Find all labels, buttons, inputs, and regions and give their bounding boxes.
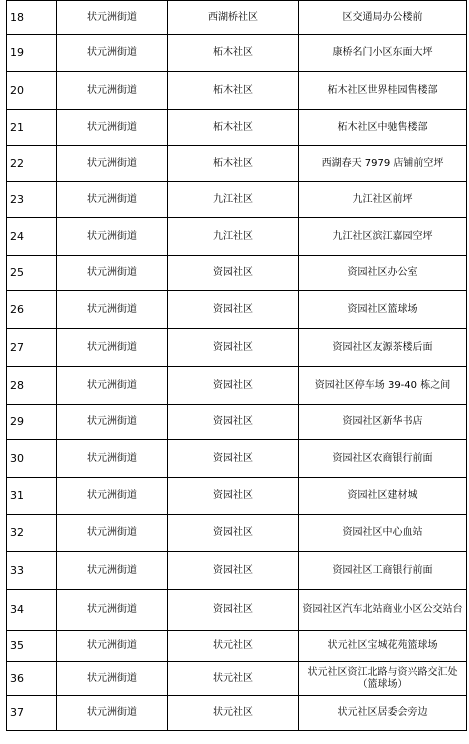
street-cell: 状元洲街道 bbox=[57, 218, 168, 256]
table-row bbox=[7, 256, 467, 291]
location-cell: 资园社区停车场 39-40 栋之间 bbox=[299, 367, 467, 405]
community-cell: 状元社区 bbox=[168, 696, 299, 731]
location-cell: 资园社区友源茶楼后面 bbox=[299, 329, 467, 367]
community-cell: 西湖桥社区 bbox=[168, 1, 299, 35]
table-row bbox=[7, 329, 467, 367]
table-row bbox=[7, 367, 467, 405]
street-cell: 状元洲街道 bbox=[57, 35, 168, 72]
location-cell: 资园社区办公室 bbox=[299, 256, 467, 291]
table-row bbox=[7, 440, 467, 478]
row-number: 22 bbox=[7, 146, 57, 182]
street-cell: 状元洲街道 bbox=[57, 256, 168, 291]
row-number: 18 bbox=[7, 1, 57, 35]
row-number: 19 bbox=[7, 35, 57, 72]
community-cell: 柘木社区 bbox=[168, 35, 299, 72]
community-cell: 资园社区 bbox=[168, 291, 299, 329]
row-number: 30 bbox=[7, 440, 57, 478]
row-number: 31 bbox=[7, 478, 57, 515]
street-cell: 状元洲街道 bbox=[57, 367, 168, 405]
location-cell: 资园社区工商银行前面 bbox=[299, 552, 467, 590]
row-number: 35 bbox=[7, 631, 57, 662]
row-number: 37 bbox=[7, 696, 57, 731]
row-number: 36 bbox=[7, 662, 57, 696]
table-row bbox=[7, 552, 467, 590]
community-cell: 柘木社区 bbox=[168, 110, 299, 146]
row-number: 24 bbox=[7, 218, 57, 256]
community-cell: 九江社区 bbox=[168, 182, 299, 218]
row-number: 26 bbox=[7, 291, 57, 329]
location-cell: 资园社区农商银行前面 bbox=[299, 440, 467, 478]
site-table bbox=[6, 0, 467, 731]
street-cell: 状元洲街道 bbox=[57, 478, 168, 515]
location-cell: 资园社区中心血站 bbox=[299, 515, 467, 552]
street-cell: 状元洲街道 bbox=[57, 405, 168, 440]
row-number: 21 bbox=[7, 110, 57, 146]
table-row bbox=[7, 1, 467, 35]
table-row bbox=[7, 35, 467, 72]
location-cell: 九江社区前坪 bbox=[299, 182, 467, 218]
location-cell: 康桥名门小区东面大坪 bbox=[299, 35, 467, 72]
community-cell: 九江社区 bbox=[168, 218, 299, 256]
row-number: 27 bbox=[7, 329, 57, 367]
street-cell: 状元洲街道 bbox=[57, 631, 168, 662]
location-cell: 柘木社区世界桂园售楼部 bbox=[299, 72, 467, 110]
table-row bbox=[7, 182, 467, 218]
row-number: 32 bbox=[7, 515, 57, 552]
street-cell: 状元洲街道 bbox=[57, 662, 168, 696]
table-row bbox=[7, 515, 467, 552]
street-cell: 状元洲街道 bbox=[57, 515, 168, 552]
table-row bbox=[7, 72, 467, 110]
community-cell: 资园社区 bbox=[168, 256, 299, 291]
site-table-body bbox=[7, 1, 467, 731]
community-cell: 资园社区 bbox=[168, 329, 299, 367]
community-cell: 资园社区 bbox=[168, 478, 299, 515]
table-row bbox=[7, 405, 467, 440]
row-number: 33 bbox=[7, 552, 57, 590]
location-cell: 九江社区滨江嘉园空坪 bbox=[299, 218, 467, 256]
location-cell: 资园社区建材城 bbox=[299, 478, 467, 515]
location-cell: 状元社区资江北路与资兴路交汇处（篮球场） bbox=[299, 662, 467, 696]
street-cell: 状元洲街道 bbox=[57, 590, 168, 631]
table-row bbox=[7, 478, 467, 515]
street-cell: 状元洲街道 bbox=[57, 291, 168, 329]
community-cell: 资园社区 bbox=[168, 590, 299, 631]
table-row bbox=[7, 218, 467, 256]
community-cell: 资园社区 bbox=[168, 367, 299, 405]
community-cell: 状元社区 bbox=[168, 662, 299, 696]
street-cell: 状元洲街道 bbox=[57, 440, 168, 478]
street-cell: 状元洲街道 bbox=[57, 182, 168, 218]
community-cell: 资园社区 bbox=[168, 440, 299, 478]
location-cell: 状元社区宝城花苑篮球场 bbox=[299, 631, 467, 662]
location-cell: 资园社区新华书店 bbox=[299, 405, 467, 440]
street-cell: 状元洲街道 bbox=[57, 696, 168, 731]
community-cell: 资园社区 bbox=[168, 515, 299, 552]
table-row bbox=[7, 662, 467, 696]
row-number: 28 bbox=[7, 367, 57, 405]
community-cell: 柘木社区 bbox=[168, 146, 299, 182]
row-number: 29 bbox=[7, 405, 57, 440]
street-cell: 状元洲街道 bbox=[57, 329, 168, 367]
street-cell: 状元洲街道 bbox=[57, 72, 168, 110]
street-cell: 状元洲街道 bbox=[57, 552, 168, 590]
table-row bbox=[7, 291, 467, 329]
location-cell: 资园社区汽车北站商业小区公交站台 bbox=[299, 590, 467, 631]
table-row bbox=[7, 110, 467, 146]
street-cell: 状元洲街道 bbox=[57, 1, 168, 35]
row-number: 34 bbox=[7, 590, 57, 631]
table-row bbox=[7, 696, 467, 731]
table-row bbox=[7, 146, 467, 182]
location-cell: 西湖春天 7979 店铺前空坪 bbox=[299, 146, 467, 182]
location-cell: 状元社区居委会旁边 bbox=[299, 696, 467, 731]
community-cell: 状元社区 bbox=[168, 631, 299, 662]
street-cell: 状元洲街道 bbox=[57, 146, 168, 182]
row-number: 23 bbox=[7, 182, 57, 218]
row-number: 25 bbox=[7, 256, 57, 291]
community-cell: 资园社区 bbox=[168, 405, 299, 440]
community-cell: 柘木社区 bbox=[168, 72, 299, 110]
table-row bbox=[7, 590, 467, 631]
table-row bbox=[7, 631, 467, 662]
location-cell: 柘木社区中驰售楼部 bbox=[299, 110, 467, 146]
community-cell: 资园社区 bbox=[168, 552, 299, 590]
row-number: 20 bbox=[7, 72, 57, 110]
location-cell: 资园社区篮球场 bbox=[299, 291, 467, 329]
street-cell: 状元洲街道 bbox=[57, 110, 168, 146]
location-cell: 区交通局办公楼前 bbox=[299, 1, 467, 35]
